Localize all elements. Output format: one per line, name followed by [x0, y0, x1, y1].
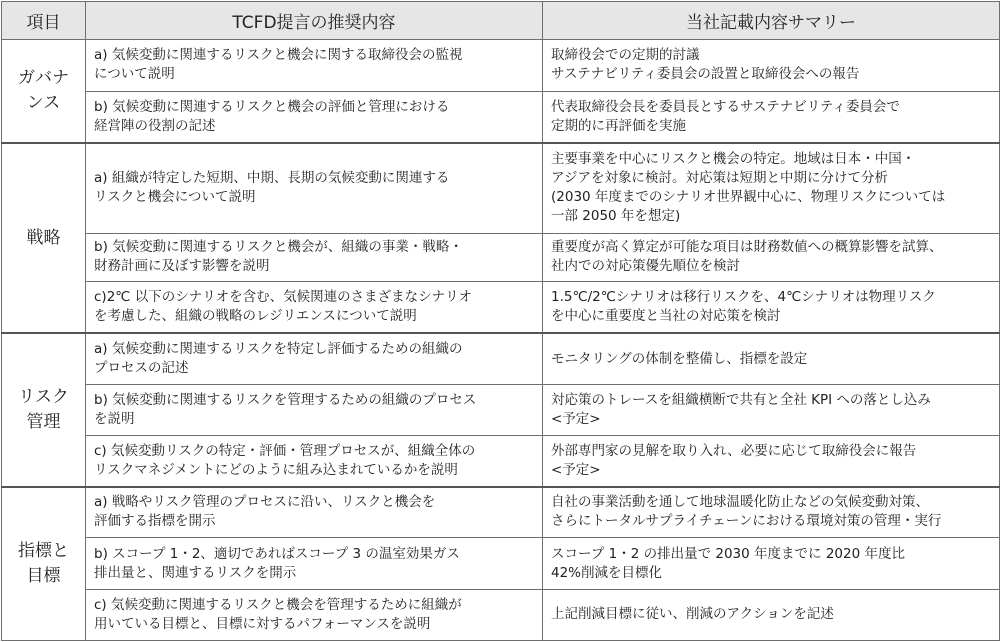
category-line: 指標と	[18, 540, 69, 561]
summary-line: アジアを対象に検討。対応策は短期と中期に分けて分析	[551, 170, 888, 187]
recommendation-line: a) 気候変動に関連するリスクを特定し評価するための組織の	[94, 341, 463, 358]
summary-cell	[543, 282, 1000, 333]
summary-cell	[543, 538, 1000, 590]
recommendation-line: c) 気候変動リスクの特定・評価・管理プロセスが、組織全体の	[94, 442, 476, 459]
recommendation-cell	[86, 333, 543, 385]
category-strategy	[2, 143, 86, 332]
category-line: 目標	[26, 565, 61, 586]
header-item: 項目	[2, 2, 86, 40]
summary-cell	[543, 143, 1000, 233]
recommendation-line: リスクマネジメントにどのように組み込まれているかを説明	[94, 461, 458, 478]
summary-cell	[543, 487, 1000, 538]
table-row	[2, 589, 1000, 640]
header-row	[2, 2, 1000, 40]
recommendation-line: リスクと機会について説明	[94, 189, 256, 206]
summary-line: スコープ 1・2 の排出量で 2030 年度までに 2020 年度比	[551, 545, 905, 562]
header-recommendation: TCFD提言の推奨内容	[86, 2, 543, 40]
table-row	[2, 385, 1000, 436]
recommendation-line: a) 気候変動に関連するリスクと機会に関する取締役会の監視	[94, 47, 463, 64]
summary-line: 定期的に再評価を実施	[551, 118, 686, 135]
table-row	[2, 143, 1000, 233]
summary-line: 取締役会での定期的討議	[551, 47, 700, 64]
summary-line: 対応策のトレースを組織横断で共有と全社 KPI への落とし込み	[551, 392, 931, 409]
summary-line: 1.5℃/2℃シナリオは移行リスクを、4℃シナリオは物理リスク	[551, 289, 936, 306]
recommendation-cell	[86, 436, 543, 487]
summary-line: を中心に重要度と当社の対応策を検討	[551, 308, 781, 325]
recommendation-cell	[86, 385, 543, 436]
summary-cell	[543, 589, 1000, 640]
summary-line: (2030 年度までのシナリオ世界観中心に、物理リスクについては	[551, 189, 946, 206]
recommendation-line: c)2℃ 以下のシナリオを含む、気候関連のさまざまなシナリオ	[94, 289, 472, 306]
recommendation-line: b) 気候変動に関連するリスクを管理するための組織のプロセス	[94, 392, 477, 409]
summary-cell	[543, 40, 1000, 92]
category-line: ンス	[26, 93, 61, 114]
summary-line: 42%削減を目標化	[551, 564, 663, 581]
recommendation-line: a) 戦略やリスク管理のプロセスに沿い、リスクと機会を	[94, 494, 436, 511]
summary-line: <予定>	[551, 411, 601, 428]
table-row	[2, 282, 1000, 333]
table-row	[2, 233, 1000, 282]
recommendation-line: a) 組織が特定した短期、中期、長期の気候変動に関連する	[94, 170, 450, 187]
category-line: 戦略	[26, 227, 61, 248]
header-summary: 当社記載内容サマリー	[543, 2, 1000, 40]
summary-line: さらにトータルサプライチェーンにおける環境対策の管理・実行	[551, 513, 942, 530]
recommendation-line: b) 気候変動に関連するリスクと機会が、組織の事業・戦略・	[94, 239, 463, 256]
category-line: リスク	[18, 386, 69, 407]
summary-line: サステナビリティ委員会の設置と取締役会への報告	[551, 66, 860, 83]
tcfd-table	[1, 1, 1000, 641]
category-metrics-targets	[2, 487, 86, 641]
table-row	[2, 487, 1000, 538]
table-row	[2, 333, 1000, 385]
summary-line: 外部専門家の見解を取り入れ、必要に応じて取締役会に報告	[551, 442, 917, 459]
summary-line: モニタリングの体制を整備し、指標を設定	[551, 350, 808, 367]
recommendation-cell	[86, 538, 543, 590]
recommendation-line: 財務計画に及ぼす影響を説明	[94, 258, 270, 275]
recommendation-cell	[86, 589, 543, 640]
recommendation-line: c) 気候変動に関連するリスクと機会を管理するために組織が	[94, 596, 462, 613]
recommendation-line: について説明	[94, 66, 175, 83]
recommendation-line: 用いている目標と、目標に対するパフォーマンスを説明	[94, 615, 431, 632]
category-line: 管理	[26, 411, 61, 432]
summary-line: <予定>	[551, 461, 601, 478]
recommendation-line: 評価する指標を開示	[94, 513, 216, 530]
recommendation-cell	[86, 487, 543, 538]
recommendation-line: b) 気候変動に関連するリスクと機会の評価と管理における	[94, 99, 450, 116]
summary-line: 上記削減目標に従い、削減のアクションを記述	[551, 606, 834, 623]
summary-line: 社内での対応策優先順位を検討	[551, 258, 740, 275]
summary-cell	[543, 233, 1000, 282]
summary-cell	[543, 333, 1000, 385]
category-risk-management	[2, 333, 86, 487]
table-row	[2, 40, 1000, 92]
recommendation-cell	[86, 282, 543, 333]
summary-line: 自社の事業活動を通して地球温暖化防止などの気候変動対策、	[551, 494, 929, 511]
category-line: ガバナ	[18, 68, 69, 89]
summary-line: 重要度が高く算定が可能な項目は財務数値への概算影響を試算、	[551, 239, 943, 256]
recommendation-line: 経営陣の役割の記述	[94, 118, 216, 135]
summary-cell	[543, 436, 1000, 487]
recommendation-line: 排出量と、関連するリスクを開示	[94, 564, 297, 581]
recommendation-cell	[86, 40, 543, 92]
recommendation-cell	[86, 91, 543, 143]
recommendation-line: を説明	[94, 411, 135, 428]
summary-cell	[543, 91, 1000, 143]
recommendation-line: b) スコープ 1・2、適切であればスコープ 3 の温室効果ガス	[94, 545, 460, 562]
table-row	[2, 538, 1000, 590]
summary-line: 主要事業を中心にリスクと機会の特定。地域は日本・中国・	[551, 151, 916, 168]
recommendation-line: を考慮した、組織の戦略のレジリエンスについて説明	[94, 308, 417, 325]
recommendation-cell	[86, 233, 543, 282]
recommendation-cell	[86, 143, 543, 233]
category-governance	[2, 40, 86, 144]
recommendation-line: プロセスの記述	[94, 360, 189, 377]
summary-line: 一部 2050 年を想定)	[551, 208, 681, 225]
table-row	[2, 91, 1000, 143]
table-row	[2, 436, 1000, 487]
summary-cell	[543, 385, 1000, 436]
summary-line: 代表取締役会長を委員長とするサステナビリティ委員会で	[551, 99, 900, 116]
